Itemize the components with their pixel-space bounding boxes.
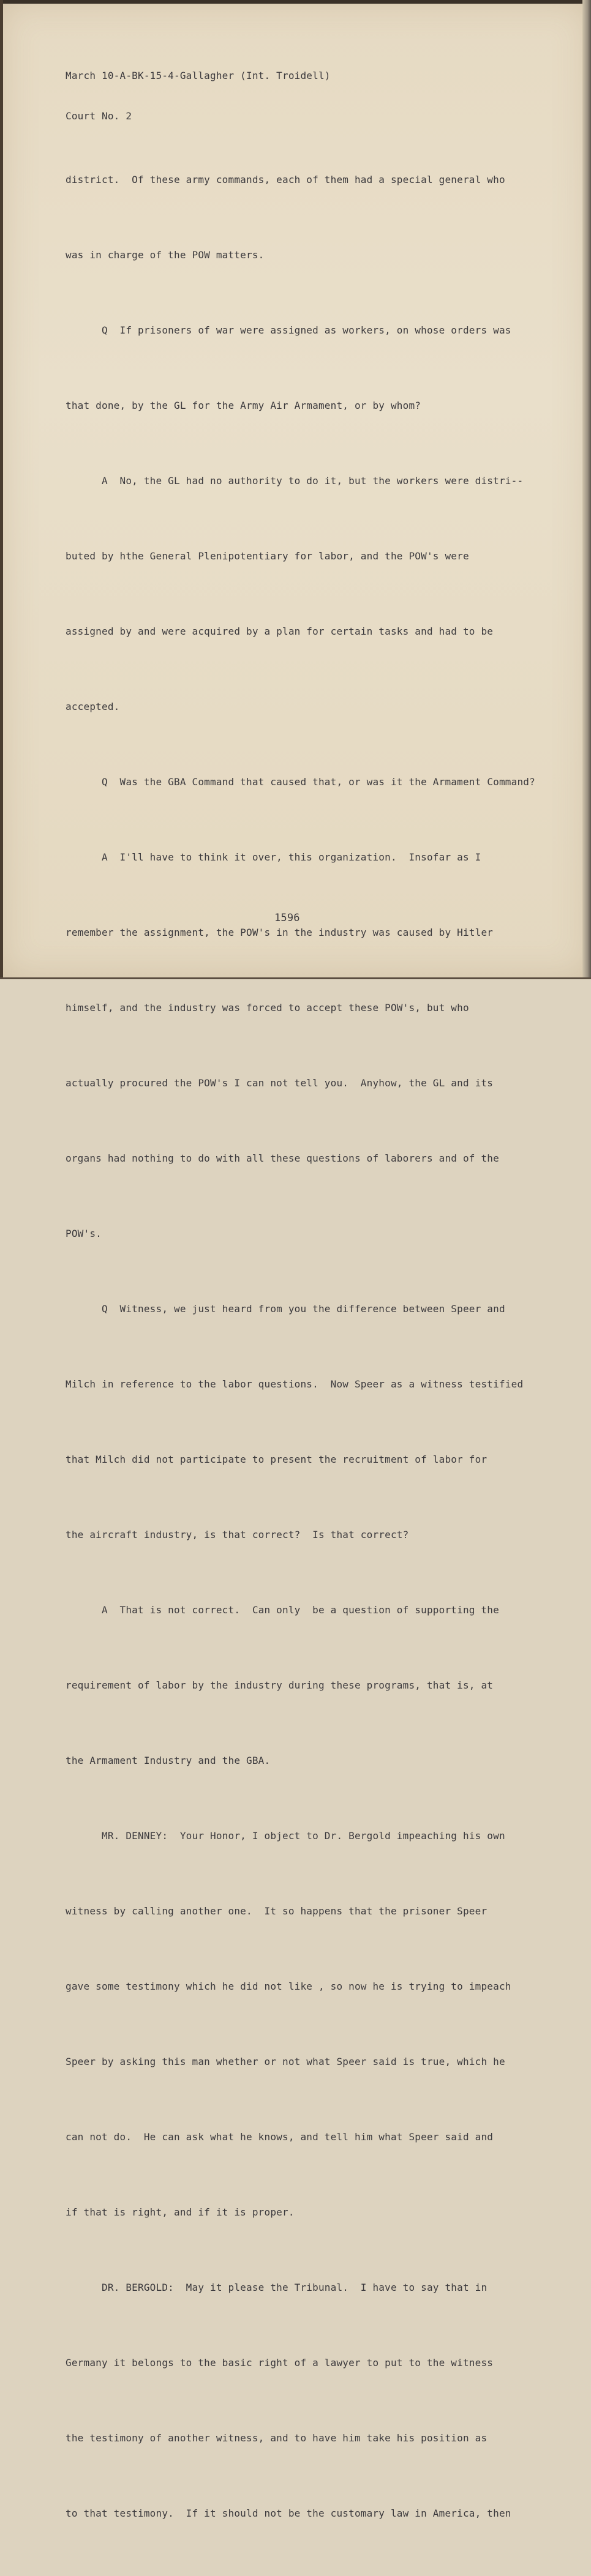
body-line: Milch in reference to the labor questions. Now Speer as a witness testified xyxy=(66,1378,524,1390)
scan-edge-top xyxy=(0,0,591,4)
body-line: can not do. He can ask what he knows, and tell him what Speer said and xyxy=(66,2131,494,2143)
body-line: Speer by asking this man whether or not what Speer said is true, which he xyxy=(66,2056,505,2067)
body-line: requirement of labor by the industry during these programs, that is, at xyxy=(66,1679,494,1691)
body-line: Q Was the GBA Command that caused that, or was it the Armament Command? xyxy=(66,776,535,788)
body-line: the Armament Industry and the GBA. xyxy=(66,1755,271,1766)
body-line: if that is right, and if it is proper. xyxy=(66,2206,295,2218)
body-line: Q Witness, we just heard from you the difference between Speer and xyxy=(66,1303,505,1315)
body-line: remember the assignment, the POW's in the industry was caused by Hitler xyxy=(66,927,494,938)
transcript-body xyxy=(66,117,535,2576)
body-line: Germany it belongs to the basic right of a lawyer to put to the witness xyxy=(66,2357,494,2369)
header-reference-line: March 10-A-BK-15-4-Gallagher (Int. Troidell) xyxy=(66,70,331,81)
header-court-line: Court No. 2 xyxy=(66,110,132,122)
body-line: was in charge of the POW matters. xyxy=(66,249,265,261)
body-line: A That is not correct. Can only be a question of supporting the xyxy=(66,1604,499,1616)
body-line: accepted. xyxy=(66,701,120,712)
body-line: district. Of these army commands, each of them had a special general who xyxy=(66,174,505,185)
body-line: himself, and the industry was forced to accept these POW's, but who xyxy=(66,1002,469,1014)
scan-edge-left xyxy=(0,0,3,979)
body-line: POW's. xyxy=(66,1228,102,1239)
body-line: A No, the GL had no authority to do it, but the workers were distri-- xyxy=(66,475,524,487)
body-line: Q If prisoners of war were assigned as workers, on whose orders was xyxy=(66,324,511,336)
body-line: organs had nothing to do with all these questions of laborers and of the xyxy=(66,1152,499,1164)
body-line: assigned by and were acquired by a plan for certain tasks and had to be xyxy=(66,625,494,637)
body-line: that Milch did not participate to present the recruitment of labor for xyxy=(66,1454,487,1465)
body-line: that done, by the GL for the Army Air Armament, or by whom? xyxy=(66,400,421,411)
body-line: A I'll have to think it over, this organization. Insofar as I xyxy=(66,851,481,863)
body-line: MR. DENNEY: Your Honor, I object to Dr. Bergold impeaching his own xyxy=(66,1830,505,1842)
scan-edge-right xyxy=(582,0,591,979)
body-line: DR. BERGOLD: May it please the Tribunal. I have to say that in xyxy=(66,2282,487,2293)
page-number: 1596 xyxy=(274,912,300,924)
body-line: witness by calling another one. It so happens that the prisoner Speer xyxy=(66,1905,487,1917)
body-line: buted by hthe General Plenipotentiary for labor, and the POW's were xyxy=(66,550,469,562)
body-line: the aircraft industry, is that correct? Is that correct? xyxy=(66,1529,409,1540)
body-line: to that testimony. If it should not be the customary law in America, then xyxy=(66,2507,511,2519)
body-line: the testimony of another witness, and to have him take his position as xyxy=(66,2432,487,2444)
body-line: gave some testimony which he did not like , so now he is trying to impeach xyxy=(66,1981,511,1992)
body-line: actually procured the POW's I can not tell you. Anyhow, the GL and its xyxy=(66,1077,494,1089)
